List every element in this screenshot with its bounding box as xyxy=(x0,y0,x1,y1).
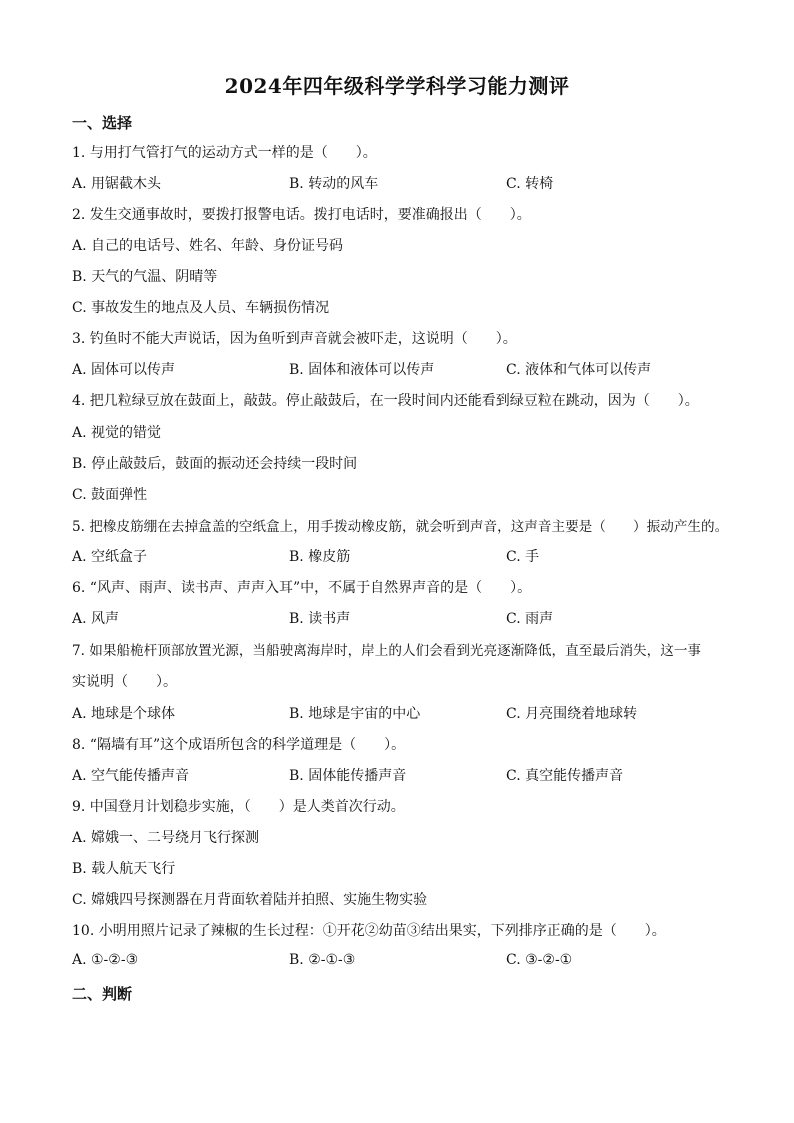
q9-option-c: C. 嫦娥四号探测器在月背面软着陆并拍照、实施生物实验 xyxy=(72,892,428,908)
q1-option-c: C. 转椅 xyxy=(506,176,554,192)
q10-option-a: A. ①-②-③ xyxy=(72,952,139,968)
q10-option-b: B. ②-①-③ xyxy=(289,952,356,968)
question-2: 2. 发生交通事故时，要拨打报警电话。拨打电话时，要准确报出（ ）。 xyxy=(72,207,531,223)
question-7-continued: 实说明（ ）。 xyxy=(72,674,177,690)
question-9: 9. 中国登月计划稳步实施，（ ）是人类首次行动。 xyxy=(72,799,405,815)
q2-option-b: B. 天气的气温、阴晴等 xyxy=(72,269,218,285)
q6-option-b: B. 读书声 xyxy=(289,611,351,627)
question-3: 3. 钓鱼时不能大声说话，因为鱼听到声音就会被吓走，这说明（ ）。 xyxy=(72,331,517,347)
q4-option-c: C. 鼓面弹性 xyxy=(72,487,148,503)
q8-option-b: B. 固体能传播声音 xyxy=(289,768,407,784)
q2-option-c: C. 事故发生的地点及人员、车辆损伤情况 xyxy=(72,300,330,316)
q3-option-a: A. 固体可以传声 xyxy=(72,362,176,378)
q3-option-c: C. 液体和气体可以传声 xyxy=(506,362,652,378)
question-4: 4. 把几粒绿豆放在鼓面上，敲鼓。停止敲鼓后，在一段时间内还能看到绿豆粒在跳动，因为（ ）。 xyxy=(72,393,699,409)
question-8: 8. “隔墙有耳”这个成语所包含的科学道理是（ ）。 xyxy=(72,737,406,753)
q8-option-a: A. 空气能传播声音 xyxy=(72,768,190,784)
page-title: 2024年四年级科学学科学习能力测评 xyxy=(224,74,570,98)
question-7: 7. 如果船桅杆顶部放置光源，当船驶离海岸时，岸上的人们会看到光亮逐渐降低，直至最后消失，这一事 xyxy=(72,643,702,659)
question-1: 1. 与用打气管打气的运动方式一样的是（ ）。 xyxy=(72,145,377,161)
q10-option-c: C. ③-②-① xyxy=(506,952,573,968)
q2-option-a: A. 自己的电话号、姓名、年龄、身份证号码 xyxy=(72,238,344,254)
q1-option-b: B. 转动的风车 xyxy=(289,176,379,192)
q5-option-b: B. 橡皮筋 xyxy=(289,549,351,565)
q6-option-a: A. 风声 xyxy=(72,611,120,627)
q1-option-a: A. 用锯截木头 xyxy=(72,176,162,192)
q7-option-c: C. 月亮围绕着地球转 xyxy=(506,706,638,722)
section-heading-choice: 一、选择 xyxy=(72,114,133,132)
q5-option-c: C. 手 xyxy=(506,549,540,565)
q9-option-b: B. 载人航天飞行 xyxy=(72,861,176,877)
question-6: 6. “风声、雨声、读书声、声声入耳”中，不属于自然界声音的是（ ）。 xyxy=(72,580,532,596)
q3-option-b: B. 固体和液体可以传声 xyxy=(289,362,435,378)
q4-option-a: A. 视觉的错觉 xyxy=(72,425,162,441)
section-heading-judgement: 二、判断 xyxy=(72,985,133,1003)
q9-option-a: A. 嫦娥一、二号绕月飞行探测 xyxy=(72,830,260,846)
q6-option-c: C. 雨声 xyxy=(506,611,554,627)
q4-option-b: B. 停止敲鼓后，鼓面的振动还会持续一段时间 xyxy=(72,456,358,472)
q5-option-a: A. 空纸盒子 xyxy=(72,549,148,565)
question-10: 10. 小明用照片记录了辣椒的生长过程：①开花②幼苗③结出果实，下列排序正确的是（ ）。 xyxy=(72,923,666,939)
q7-option-b: B. 地球是宇宙的中心 xyxy=(289,706,421,722)
q8-option-c: C. 真空能传播声音 xyxy=(506,768,624,784)
question-5: 5. 把橡皮筋绷在去掉盒盖的空纸盒上，用手拨动橡皮筋，就会听到声音，这声音主要是（ ）振动产生的。 xyxy=(72,519,729,535)
q7-option-a: A. 地球是个球体 xyxy=(72,706,176,722)
